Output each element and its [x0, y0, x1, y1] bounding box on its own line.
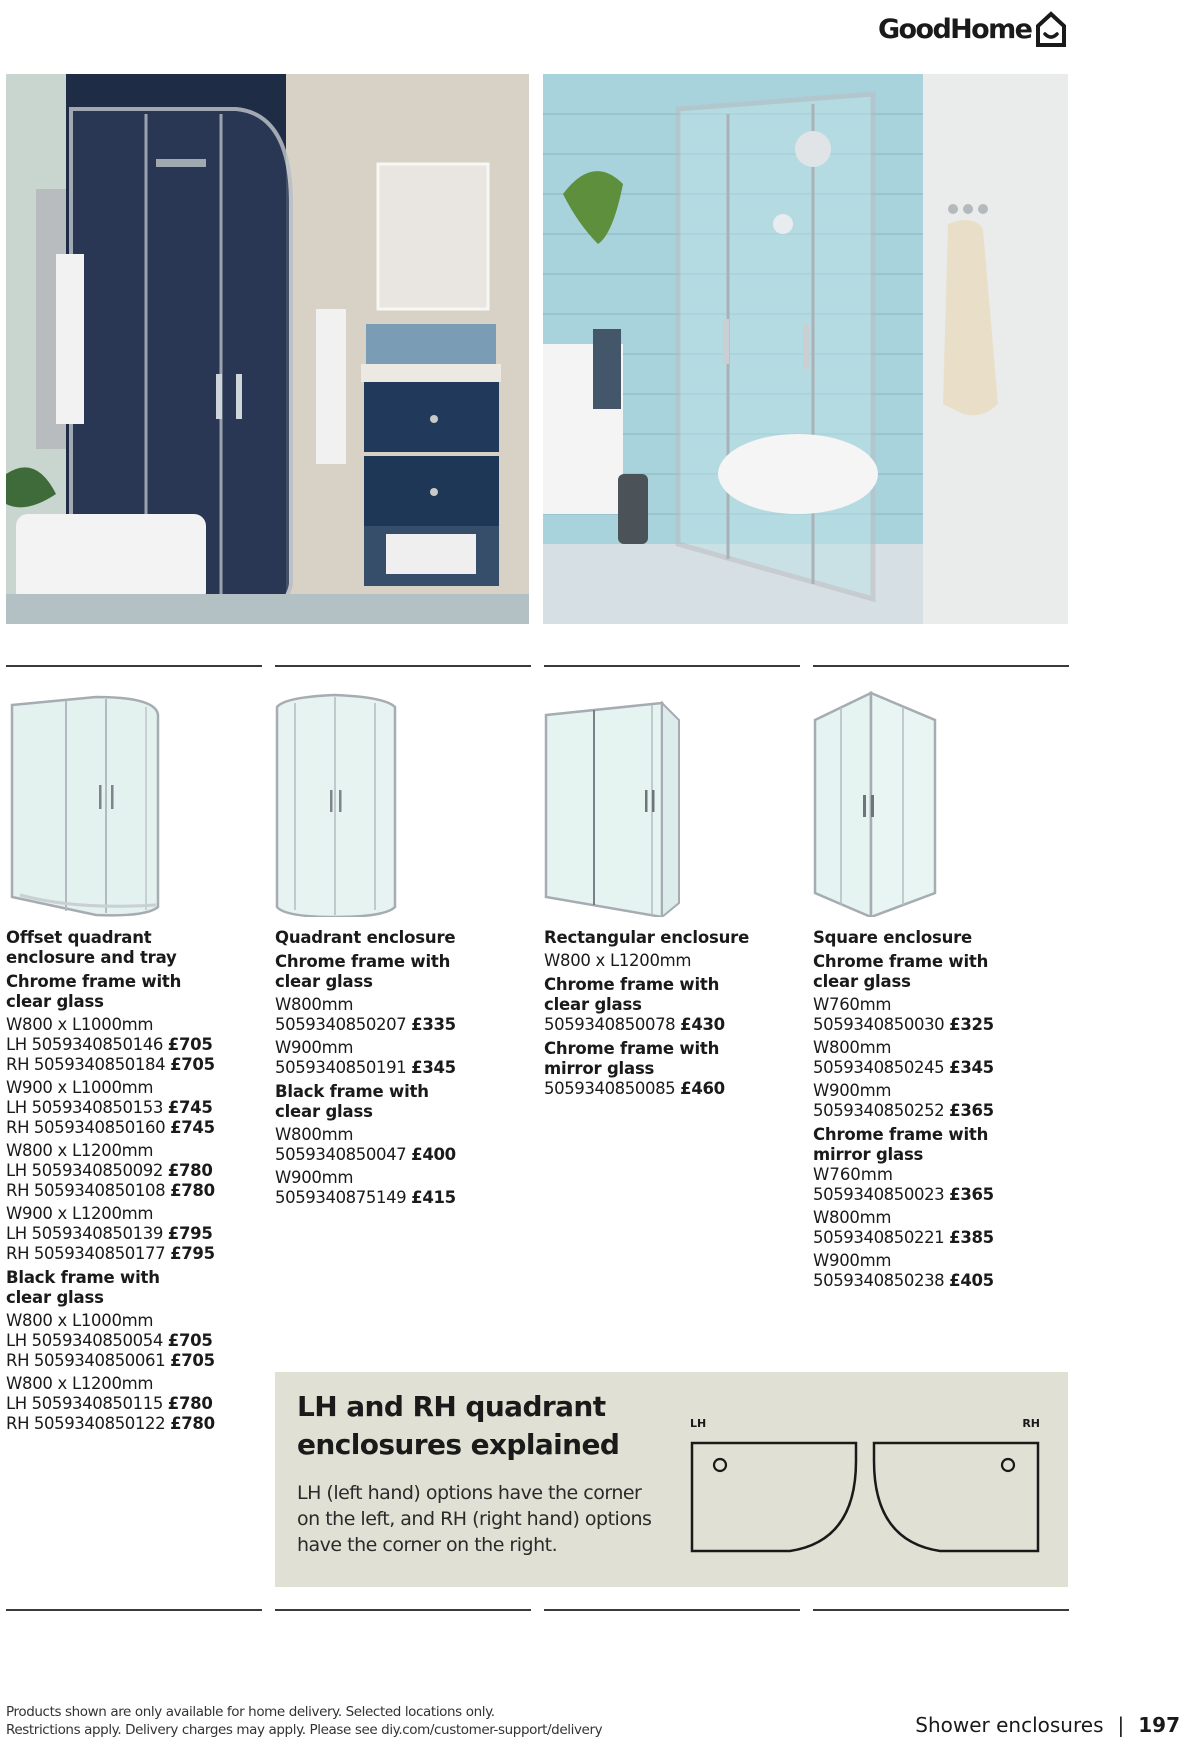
price: £705 — [170, 1055, 215, 1074]
square-enclosure-image — [813, 685, 1069, 917]
price: £325 — [949, 1015, 994, 1034]
price: £705 — [170, 1351, 215, 1370]
size-group: W800mm 5059340850245 £345 — [813, 1038, 1075, 1078]
rh-label: RH — [1022, 1417, 1040, 1430]
column-divider — [275, 1609, 531, 1611]
sku-line: 5059340850207 £335 — [275, 1015, 456, 1034]
sku-line: 5059340850078 £430 — [544, 1015, 725, 1034]
product-offset-quadrant — [6, 928, 268, 1434]
lh-label: LH — [690, 1417, 707, 1430]
sku-line: 5059340850085 £460 — [544, 1079, 725, 1098]
sku-line: LH 5059340850153 £745 — [6, 1098, 213, 1117]
page-number: 197 — [1138, 1713, 1180, 1737]
quadrant-enclosure-image — [275, 685, 531, 917]
price: £400 — [411, 1145, 456, 1164]
price: £345 — [411, 1058, 456, 1077]
product-title: Offset quadrant enclosure and tray — [6, 928, 177, 967]
sku-line: LH 5059340850115 £780 — [6, 1394, 213, 1413]
lh-rh-explainer — [275, 1372, 1068, 1587]
size-group: W900mm 5059340850191 £345 — [275, 1038, 537, 1078]
product-title: Rectangular enclosure — [544, 928, 750, 947]
page-footer — [915, 1713, 1180, 1737]
variant-heading: Chrome frame with mirror glass — [813, 1125, 989, 1164]
size-group: W760mm 5059340850030 £325 — [813, 995, 1075, 1035]
price: £780 — [170, 1181, 215, 1200]
size-group: W900mm 5059340850238 £405 — [813, 1251, 1075, 1291]
column-divider — [6, 665, 262, 667]
product-quadrant — [275, 928, 537, 1208]
sku-line: 5059340850023 £365 — [813, 1185, 994, 1204]
product-size: W800 x L1200mm — [544, 951, 692, 970]
price: £705 — [167, 1331, 213, 1350]
product-title: Quadrant enclosure — [275, 928, 456, 947]
sku-line: 5059340850191 £345 — [275, 1058, 456, 1077]
sku-line: LH 5059340850054 £705 — [6, 1331, 213, 1350]
sku-line: RH 5059340850108 £780 — [6, 1181, 215, 1200]
sku-line: RH 5059340850184 £705 — [6, 1055, 215, 1074]
price: £795 — [170, 1244, 215, 1263]
offset-quadrant-enclosure-image — [6, 685, 262, 917]
product-title: Square enclosure — [813, 928, 973, 947]
price: £780 — [170, 1414, 215, 1433]
offset-quadrant-bathroom-photo — [6, 74, 529, 624]
brand-name: GoodHome — [878, 13, 1032, 45]
sku-line: 5059340850047 £400 — [275, 1145, 456, 1164]
price: £335 — [411, 1015, 456, 1034]
delivery-note: Products shown are only available for home delivery. Selected locations only. Restrictions apply. Delivery charges may apply. Please see diy.com/customer-support/delivery — [6, 1704, 603, 1738]
column-divider — [544, 1609, 800, 1611]
size-group: W800 x L1000mm LH 5059340850146 £705 RH 5059340850184 £705 — [6, 1015, 268, 1075]
column-divider — [6, 1609, 262, 1611]
variant-heading: Black frame with clear glass — [275, 1082, 429, 1121]
size-group: W800 x L1000mm LH 5059340850054 £705 RH 5059340850061 £705 — [6, 1311, 268, 1371]
footer-separator: | — [1117, 1713, 1125, 1737]
price: £385 — [949, 1228, 994, 1247]
variant-heading: Chrome frame with clear glass — [275, 952, 451, 991]
explainer-body: LH (left hand) options have the corner on the left, and RH (right hand) options have the corner on the right. — [297, 1482, 652, 1556]
variant-heading: Black frame with clear glass — [6, 1268, 160, 1307]
house-smile-icon — [1035, 10, 1067, 48]
price: £430 — [680, 1015, 725, 1034]
price: £345 — [949, 1058, 994, 1077]
rectangular-enclosure-image — [544, 685, 800, 917]
size-group: W800mm 5059340850221 £385 — [813, 1208, 1075, 1248]
price: £365 — [949, 1185, 994, 1204]
price: £795 — [167, 1224, 213, 1243]
size-group: W900mm 5059340850252 £365 — [813, 1081, 1075, 1121]
sku-line: 5059340875149 £415 — [275, 1188, 456, 1207]
price: £745 — [167, 1098, 213, 1117]
sku-line: 5059340850245 £345 — [813, 1058, 994, 1077]
sku-line: 5059340850030 £325 — [813, 1015, 994, 1034]
column-divider — [813, 1609, 1069, 1611]
variant-heading: Chrome frame with clear glass — [813, 952, 989, 991]
size-group: W800 x L1200mm LH 5059340850115 £780 RH 5059340850122 £780 — [6, 1374, 268, 1434]
sku-line: 5059340850238 £405 — [813, 1271, 994, 1290]
price: £745 — [170, 1118, 215, 1137]
variant-heading: Chrome frame with mirror glass — [544, 1039, 720, 1078]
quadrant-plan-icon — [690, 1441, 1040, 1553]
sku-line: 5059340850252 £365 — [813, 1101, 994, 1120]
price: £780 — [167, 1161, 213, 1180]
size-group: W760mm 5059340850023 £365 — [813, 1165, 1075, 1205]
lh-rh-diagram — [690, 1417, 1040, 1557]
explainer-title: LH and RH quadrant enclosures explained — [297, 1390, 620, 1461]
sku-line: RH 5059340850160 £745 — [6, 1118, 215, 1137]
sku-line: LH 5059340850139 £795 — [6, 1224, 213, 1243]
sku-line: RH 5059340850061 £705 — [6, 1351, 215, 1370]
size-group: W900 x L1000mm LH 5059340850153 £745 RH 5059340850160 £745 — [6, 1078, 268, 1138]
sku-line: 5059340850221 £385 — [813, 1228, 994, 1247]
price: £365 — [949, 1101, 994, 1120]
price: £415 — [411, 1188, 456, 1207]
sku-line: LH 5059340850146 £705 — [6, 1035, 213, 1054]
section-name: Shower enclosures — [915, 1713, 1104, 1737]
variant-heading: Chrome frame with clear glass — [6, 972, 182, 1011]
square-enclosure-bathroom-photo — [543, 74, 1068, 624]
product-square — [813, 928, 1075, 1291]
column-divider — [813, 665, 1069, 667]
price: £705 — [167, 1035, 213, 1054]
sku-line: RH 5059340850122 £780 — [6, 1414, 215, 1433]
size-group: W900mm 5059340875149 £415 — [275, 1168, 537, 1208]
column-divider — [275, 665, 531, 667]
size-group: W900 x L1200mm LH 5059340850139 £795 RH 5059340850177 £795 — [6, 1204, 268, 1264]
price: £405 — [949, 1271, 994, 1290]
size-group: W800mm 5059340850047 £400 — [275, 1125, 537, 1165]
size-group: W800mm 5059340850207 £335 — [275, 995, 537, 1035]
goodhome-logo — [878, 8, 1067, 50]
variant-heading: Chrome frame with clear glass — [544, 975, 720, 1014]
column-divider — [544, 665, 800, 667]
price: £460 — [680, 1079, 725, 1098]
product-rectangular — [544, 928, 806, 1099]
sku-line: RH 5059340850177 £795 — [6, 1244, 215, 1263]
price: £780 — [167, 1394, 213, 1413]
sku-line: LH 5059340850092 £780 — [6, 1161, 213, 1180]
size-group: W800 x L1200mm LH 5059340850092 £780 RH 5059340850108 £780 — [6, 1141, 268, 1201]
